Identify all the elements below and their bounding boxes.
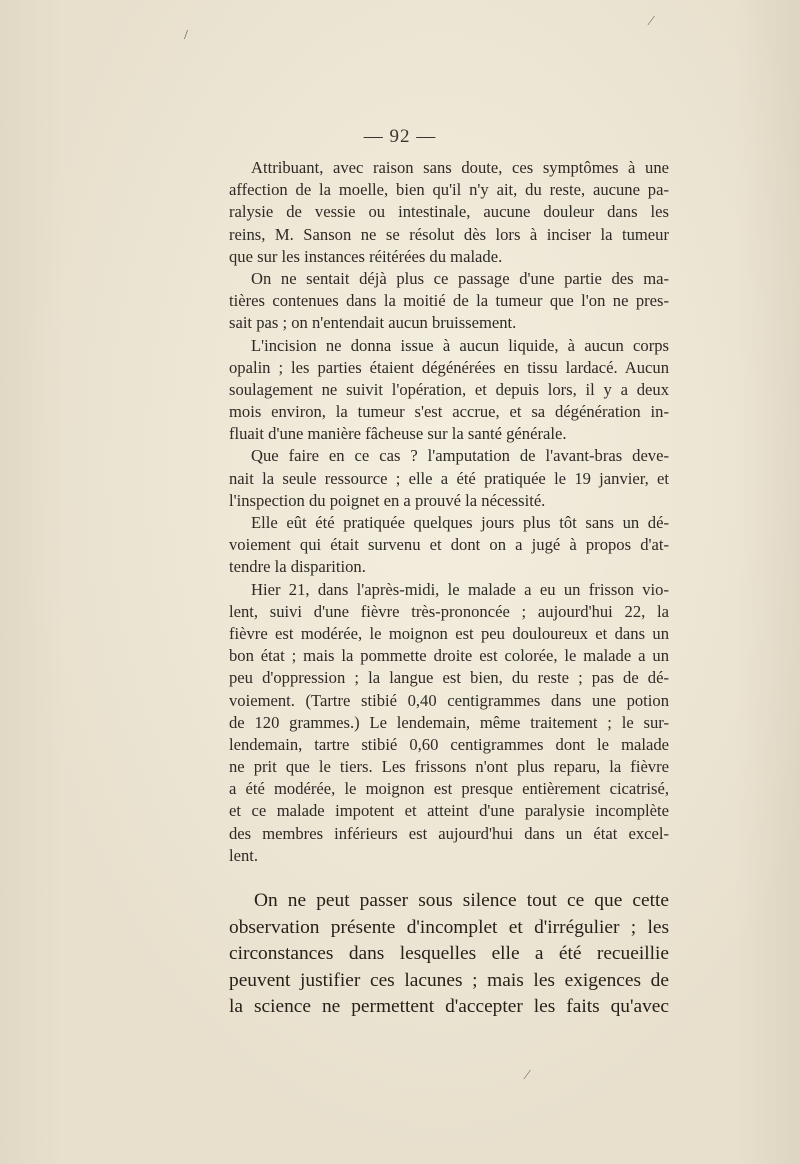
- text-line: a été modérée, le moignon est presque entièrement cicatrisé,: [229, 779, 669, 799]
- text-line: voiement qui était survenu et dont on a jugé à propos d'at-: [229, 535, 669, 555]
- text-line: Hier 21, dans l'après-midi, le malade a eu un frisson vio-: [251, 579, 669, 599]
- text-line: peu d'oppression ; la langue est bien, du reste ; pas de dé-: [229, 668, 669, 688]
- text-line: fièvre est modérée, le moignon est peu douloureux et dans un: [229, 623, 669, 643]
- paragraph: [229, 445, 669, 512]
- text-line: lent, suivi d'une fièvre très-prononcée ; aujourd'hui 22, la: [229, 601, 669, 621]
- text-line: de 120 grammes.) Le lendemain, même traitement ; le sur-: [229, 712, 669, 732]
- paragraph: [229, 268, 669, 335]
- text-line: fluait d'une manière fâcheuse sur la santé générale.: [229, 424, 567, 444]
- paragraph: [229, 579, 669, 867]
- text-line: nait la seule ressource ; elle a été pratiquée le 19 janvier, et: [229, 468, 669, 488]
- text-line: voiement. (Tartre stibié 0,40 centigrammes dans une potion: [229, 690, 669, 710]
- text-line: lendemain, tartre stibié 0,60 centigrammes dont le malade: [229, 734, 669, 754]
- paper-speck: /: [184, 28, 188, 43]
- text-line: soulagement ne suivit l'opération, et depuis lors, il y a deux: [229, 379, 669, 399]
- text-line: des membres inférieurs est aujourd'hui dans un état excel-: [229, 823, 669, 843]
- text-line: mois environ, la tumeur s'est accrue, et sa dégénération in-: [229, 402, 669, 422]
- text-line: l'inspection du poignet en a prouvé la nécessité.: [229, 490, 546, 510]
- text-line: opalin ; les parties étaient dégénérées en tissu lardacé. Aucun: [229, 357, 669, 377]
- paragraph: [229, 335, 669, 446]
- section-gap: [229, 867, 669, 888]
- paragraph: [229, 157, 669, 268]
- text-line: On ne sentait déjà plus ce passage d'une partie des ma-: [251, 268, 669, 288]
- text-line: reins, M. Sanson ne se résolut dès lors à inciser la tumeur: [229, 224, 669, 244]
- text-line: ne prit que le tiers. Les frissons n'ont plus reparu, la fièvre: [229, 757, 669, 777]
- text-line: que sur les instances réitérées du malade.: [229, 246, 503, 266]
- text-line: On ne peut passer sous silence tout ce que cette: [254, 890, 669, 911]
- text-line: et ce malade impotent et atteint d'une paralysie incomplète: [229, 801, 669, 821]
- paper-speck: ⁄: [650, 14, 653, 29]
- text-line: tières contenues dans la moitié de la tumeur que l'on ne pres-: [229, 291, 669, 311]
- text-line: peuvent justifier ces lacunes ; mais les exigences de: [229, 969, 669, 991]
- text-line: bon état ; mais la pommette droite est colorée, le malade a un: [229, 646, 669, 666]
- text-line: Que faire en ce cas ? l'amputation de l'avant-bras deve-: [251, 446, 669, 466]
- text-line: ralysie de vessie ou intestinale, aucune douleur dans les: [229, 202, 669, 222]
- page-body: [229, 157, 669, 1021]
- text-line: la science ne permettent d'accepter les faits qu'avec: [229, 996, 669, 1017]
- text-line: observation présente d'incomplet et d'irrégulier ; les: [229, 916, 669, 938]
- text-line: L'incision ne donna issue à aucun liquide, à aucun corps: [251, 335, 669, 355]
- text-line: lent.: [229, 845, 259, 865]
- text-line: affection de la moelle, bien qu'il n'y ait, du reste, aucune pa-: [229, 180, 669, 200]
- text-line: circonstances dans lesquelles elle a été recueillie: [229, 943, 669, 964]
- text-line: sait pas ; on n'entendait aucun bruissement.: [229, 313, 517, 333]
- text-line: Elle eût été pratiquée quelques jours plus tôt sans un dé-: [251, 513, 669, 532]
- paper-speck: ⁄: [526, 1068, 529, 1083]
- text-line: Attribuant, avec raison sans doute, ces symptômes à une: [251, 158, 669, 177]
- paragraph: [229, 512, 669, 579]
- paragraph-large: [229, 888, 669, 1021]
- text-line: tendre la disparition.: [229, 557, 366, 577]
- page-number: — 92 —: [363, 126, 437, 147]
